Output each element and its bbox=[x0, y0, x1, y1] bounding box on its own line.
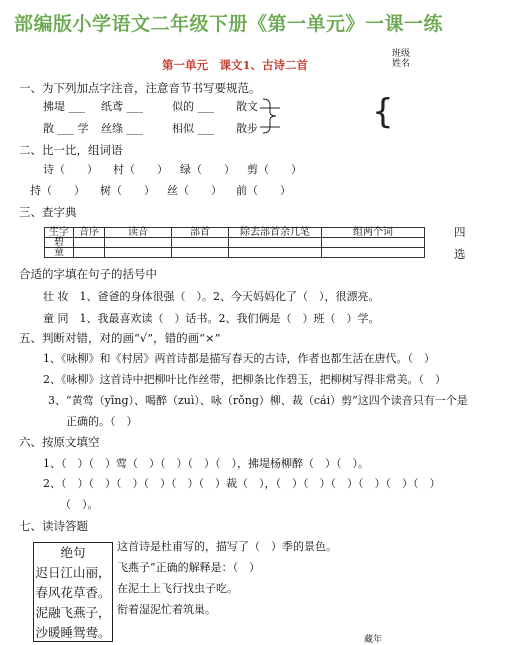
section-2-heading: 二、比一比，组词语 bbox=[19, 143, 123, 157]
s7-q4: 衔着湿泥忙着筑巢。 bbox=[117, 603, 216, 616]
s6-line2: 2、（ ）（ ）（ ）（ ）（ ）（ ）裁（ ），（ ）（ ）（ ）（ ）（ ）（ ） bbox=[43, 477, 441, 490]
s1-row2-item4: 散步 bbox=[236, 122, 258, 135]
table-cell[interactable] bbox=[74, 238, 105, 248]
poem-line: 春风花草香。 bbox=[35, 585, 111, 600]
s1-row1-item1: 拂堤 ___ bbox=[43, 100, 85, 113]
s4-line1: 壮 妆 1、爸爸的身体很强（ ）。2、今天妈妈化了（ ），很漂亮。 bbox=[43, 290, 380, 303]
worksheet-title: 部编版小学语文二年级下册《第一单元》一课一练 bbox=[14, 13, 444, 35]
footer-partial-text: 藏年 bbox=[364, 635, 383, 645]
s1-row2-item2: 丝绦 ___ bbox=[101, 122, 143, 135]
name-label: 姓名 bbox=[392, 59, 411, 69]
class-name-labels bbox=[392, 49, 410, 69]
s1-row1-item3: 似的 ___ bbox=[172, 100, 214, 113]
s1-row2-item3: 相似 ___ bbox=[172, 122, 214, 135]
s1-row1-item2: 纸鸢 ___ bbox=[101, 100, 143, 113]
table-cell: 碧 bbox=[45, 238, 74, 248]
table-cell[interactable] bbox=[229, 238, 322, 248]
s2-row2-item3: 丝（ ） bbox=[167, 184, 222, 197]
s7-q3: 在泥土上飞行找虫子吃。 bbox=[117, 582, 238, 595]
table-header: 除去部首余几笔 bbox=[229, 228, 322, 238]
poem-box bbox=[33, 542, 113, 642]
section-4-continuation: 合适的字填在句子的括号中 bbox=[19, 267, 157, 281]
s1-row1-item4: 散文 bbox=[236, 100, 258, 113]
table-cell[interactable] bbox=[105, 248, 172, 258]
table-cell[interactable] bbox=[172, 248, 229, 258]
poem-line: 泥融飞燕子， bbox=[35, 605, 111, 620]
poem-line: 迟日江山丽， bbox=[35, 565, 111, 580]
s5-item1: 1、《咏柳》和《村居》两首诗都是描写春天的古诗，作者也都生活在唐代。（ ） bbox=[43, 352, 435, 365]
table-cell[interactable] bbox=[74, 248, 105, 258]
poem-title: 绝句 bbox=[60, 545, 86, 560]
s6-line3: （ ）。 bbox=[60, 498, 99, 511]
side-text-4: 四 bbox=[454, 225, 466, 239]
table-cell[interactable] bbox=[322, 238, 425, 248]
table-row bbox=[45, 248, 425, 258]
side-text-select: 选 bbox=[454, 247, 466, 261]
s5-item3b: 正确的。（ ） bbox=[66, 415, 138, 428]
table-cell: 童 bbox=[45, 248, 74, 258]
section-6-heading: 六、按原文填空 bbox=[19, 435, 100, 449]
table-header-row bbox=[45, 228, 425, 238]
class-label: 班级 bbox=[392, 49, 411, 59]
poem-line: 沙暖睡鸳鸯。 bbox=[35, 625, 111, 640]
table-cell[interactable] bbox=[322, 248, 425, 258]
table-header: 生字 bbox=[45, 228, 74, 238]
section-5-heading: 五、判断对错，对的画“√”，错的画“×” bbox=[19, 331, 221, 345]
table-row bbox=[45, 238, 425, 248]
s7-q1: 这首诗是杜甫写的，描写了（ ）季的景色。 bbox=[117, 540, 337, 553]
s2-row1-item3: 绿（ ） bbox=[180, 163, 235, 176]
s4-line2: 童 同 1、我最喜欢读（ ）话书。2、我们俩是（ ）班（ ）学。 bbox=[43, 312, 380, 325]
s6-line1: 1、（ ）（ ）莺（ ）（ ）（ ）（ ），拂堤杨柳醉（ ）（ ）。 bbox=[43, 457, 369, 470]
s5-item3a: 3、“黄莺（yīng）、喝醉（zuì）、咏（rǒng）柳、裁（cái）剪”这四个读音只有一个是 bbox=[48, 394, 468, 407]
s2-row1-item2: 村（ ） bbox=[113, 163, 168, 176]
s2-row1-item1: 诗（ ） bbox=[43, 163, 98, 176]
brace-right-icon: { bbox=[372, 92, 394, 132]
section-1-heading: 一、为下列加点字注音，注意音节书写要规范。 bbox=[19, 81, 261, 95]
table-cell[interactable] bbox=[229, 248, 322, 258]
table-header: 音序 bbox=[74, 228, 105, 238]
section-7-heading: 七、读诗答题 bbox=[19, 519, 88, 533]
table-header: 部首 bbox=[172, 228, 229, 238]
table-header: 读音 bbox=[105, 228, 172, 238]
lesson-subtitle: 第一单元 课文1、古诗二首 bbox=[162, 58, 309, 72]
s2-row1-item4: 剪（ ） bbox=[247, 163, 302, 176]
s2-row2-item4: 前（ ） bbox=[236, 184, 291, 197]
dictionary-table bbox=[44, 227, 425, 258]
table-header: 组两个词 bbox=[322, 228, 425, 238]
s7-q2: 飞燕子”正确的解释是：（ ） bbox=[117, 561, 261, 574]
table-cell[interactable] bbox=[105, 238, 172, 248]
s5-item2: 2、《咏柳》这首诗中把柳叶比作丝带，把柳条比作碧玉，把柳树写得非常美。（ ） bbox=[43, 373, 446, 386]
s1-row2-item1: 散 ___ 学 bbox=[43, 122, 89, 135]
s2-row2-item1: 持（ ） bbox=[30, 184, 85, 197]
s2-row2-item2: 树（ ） bbox=[100, 184, 155, 197]
table-cell[interactable] bbox=[172, 238, 229, 248]
section-3-heading: 三、查字典 bbox=[19, 205, 77, 219]
brace-left-icon bbox=[260, 97, 282, 135]
